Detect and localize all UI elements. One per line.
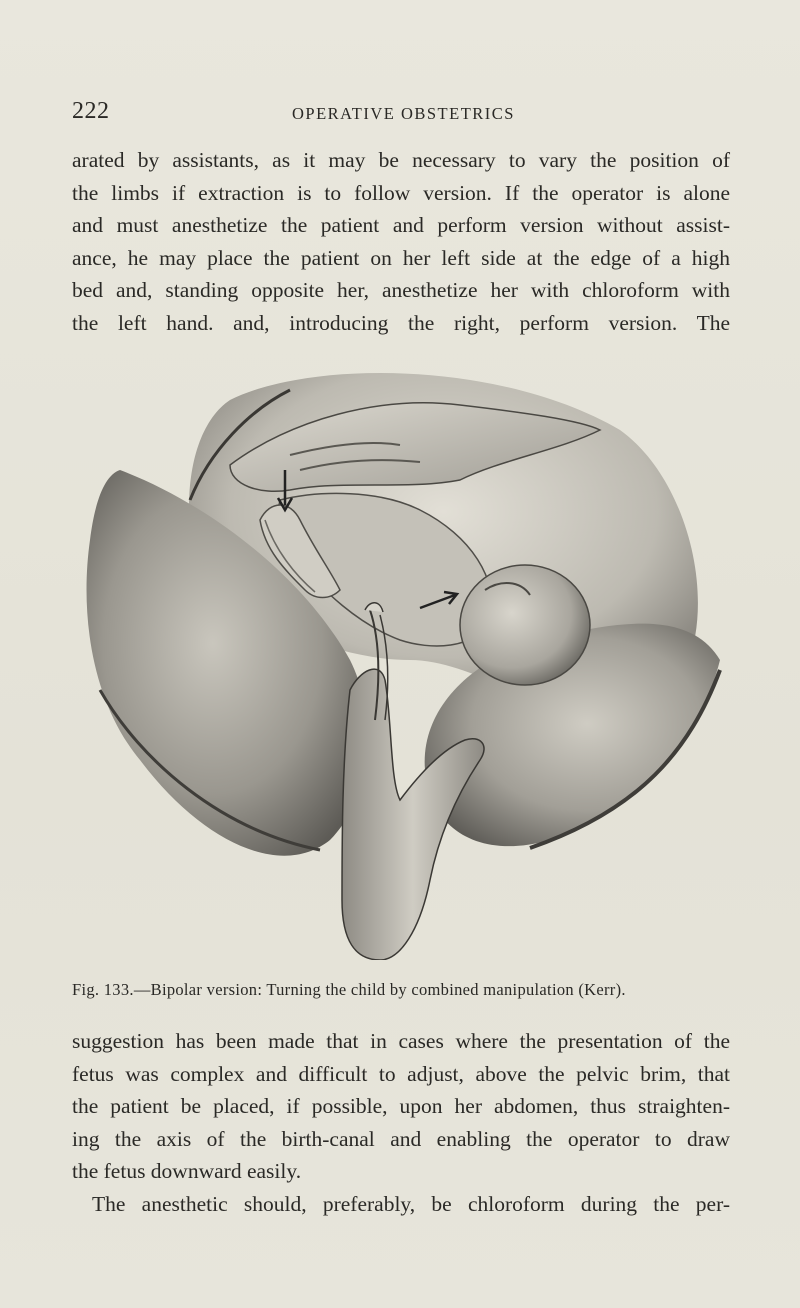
body-text-top [72,144,730,340]
text-line: the patient be placed, if possible, upon her abdomen, thus straighten- [72,1094,730,1119]
text-line: fetus was complex and difficult to adjust, above the pelvic brim, that [72,1061,730,1086]
page-number: 222 [72,98,110,124]
body-text-bottom [72,1025,730,1221]
bipolar-version-illustration [80,360,728,960]
text-line: ance, he may place the patient on her left side at the edge of a high [72,245,730,270]
text-line: suggestion has been made that in cases where the presentation of the [72,1029,730,1053]
text-line: the limbs if extraction is to follow version. If the operator is alone [72,180,730,205]
figure-illustration [80,360,728,960]
text-line: and must anesthetize the patient and perform version without assist- [72,213,730,238]
text-line: the left hand. and, introducing the right, perform version. The [72,310,730,335]
text-line: arated by assistants, as it may be necessary to vary the position of [72,148,730,172]
page-header [72,98,732,128]
text-line: bed and, standing opposite her, anesthetize her with chloroform with [72,278,730,303]
running-head: OPERATIVE OBSTETRICS [292,104,515,123]
text-line: The anesthetic should, preferably, be chloroform during the per- [92,1191,730,1216]
figure-caption: Fig. 133.—Bipolar version: Turning the child by combined manipulation (Kerr). [72,980,626,999]
text-line: ing the axis of the birth-canal and enabling the operator to draw [72,1126,730,1151]
text-line: the fetus downward easily. [72,1159,302,1184]
